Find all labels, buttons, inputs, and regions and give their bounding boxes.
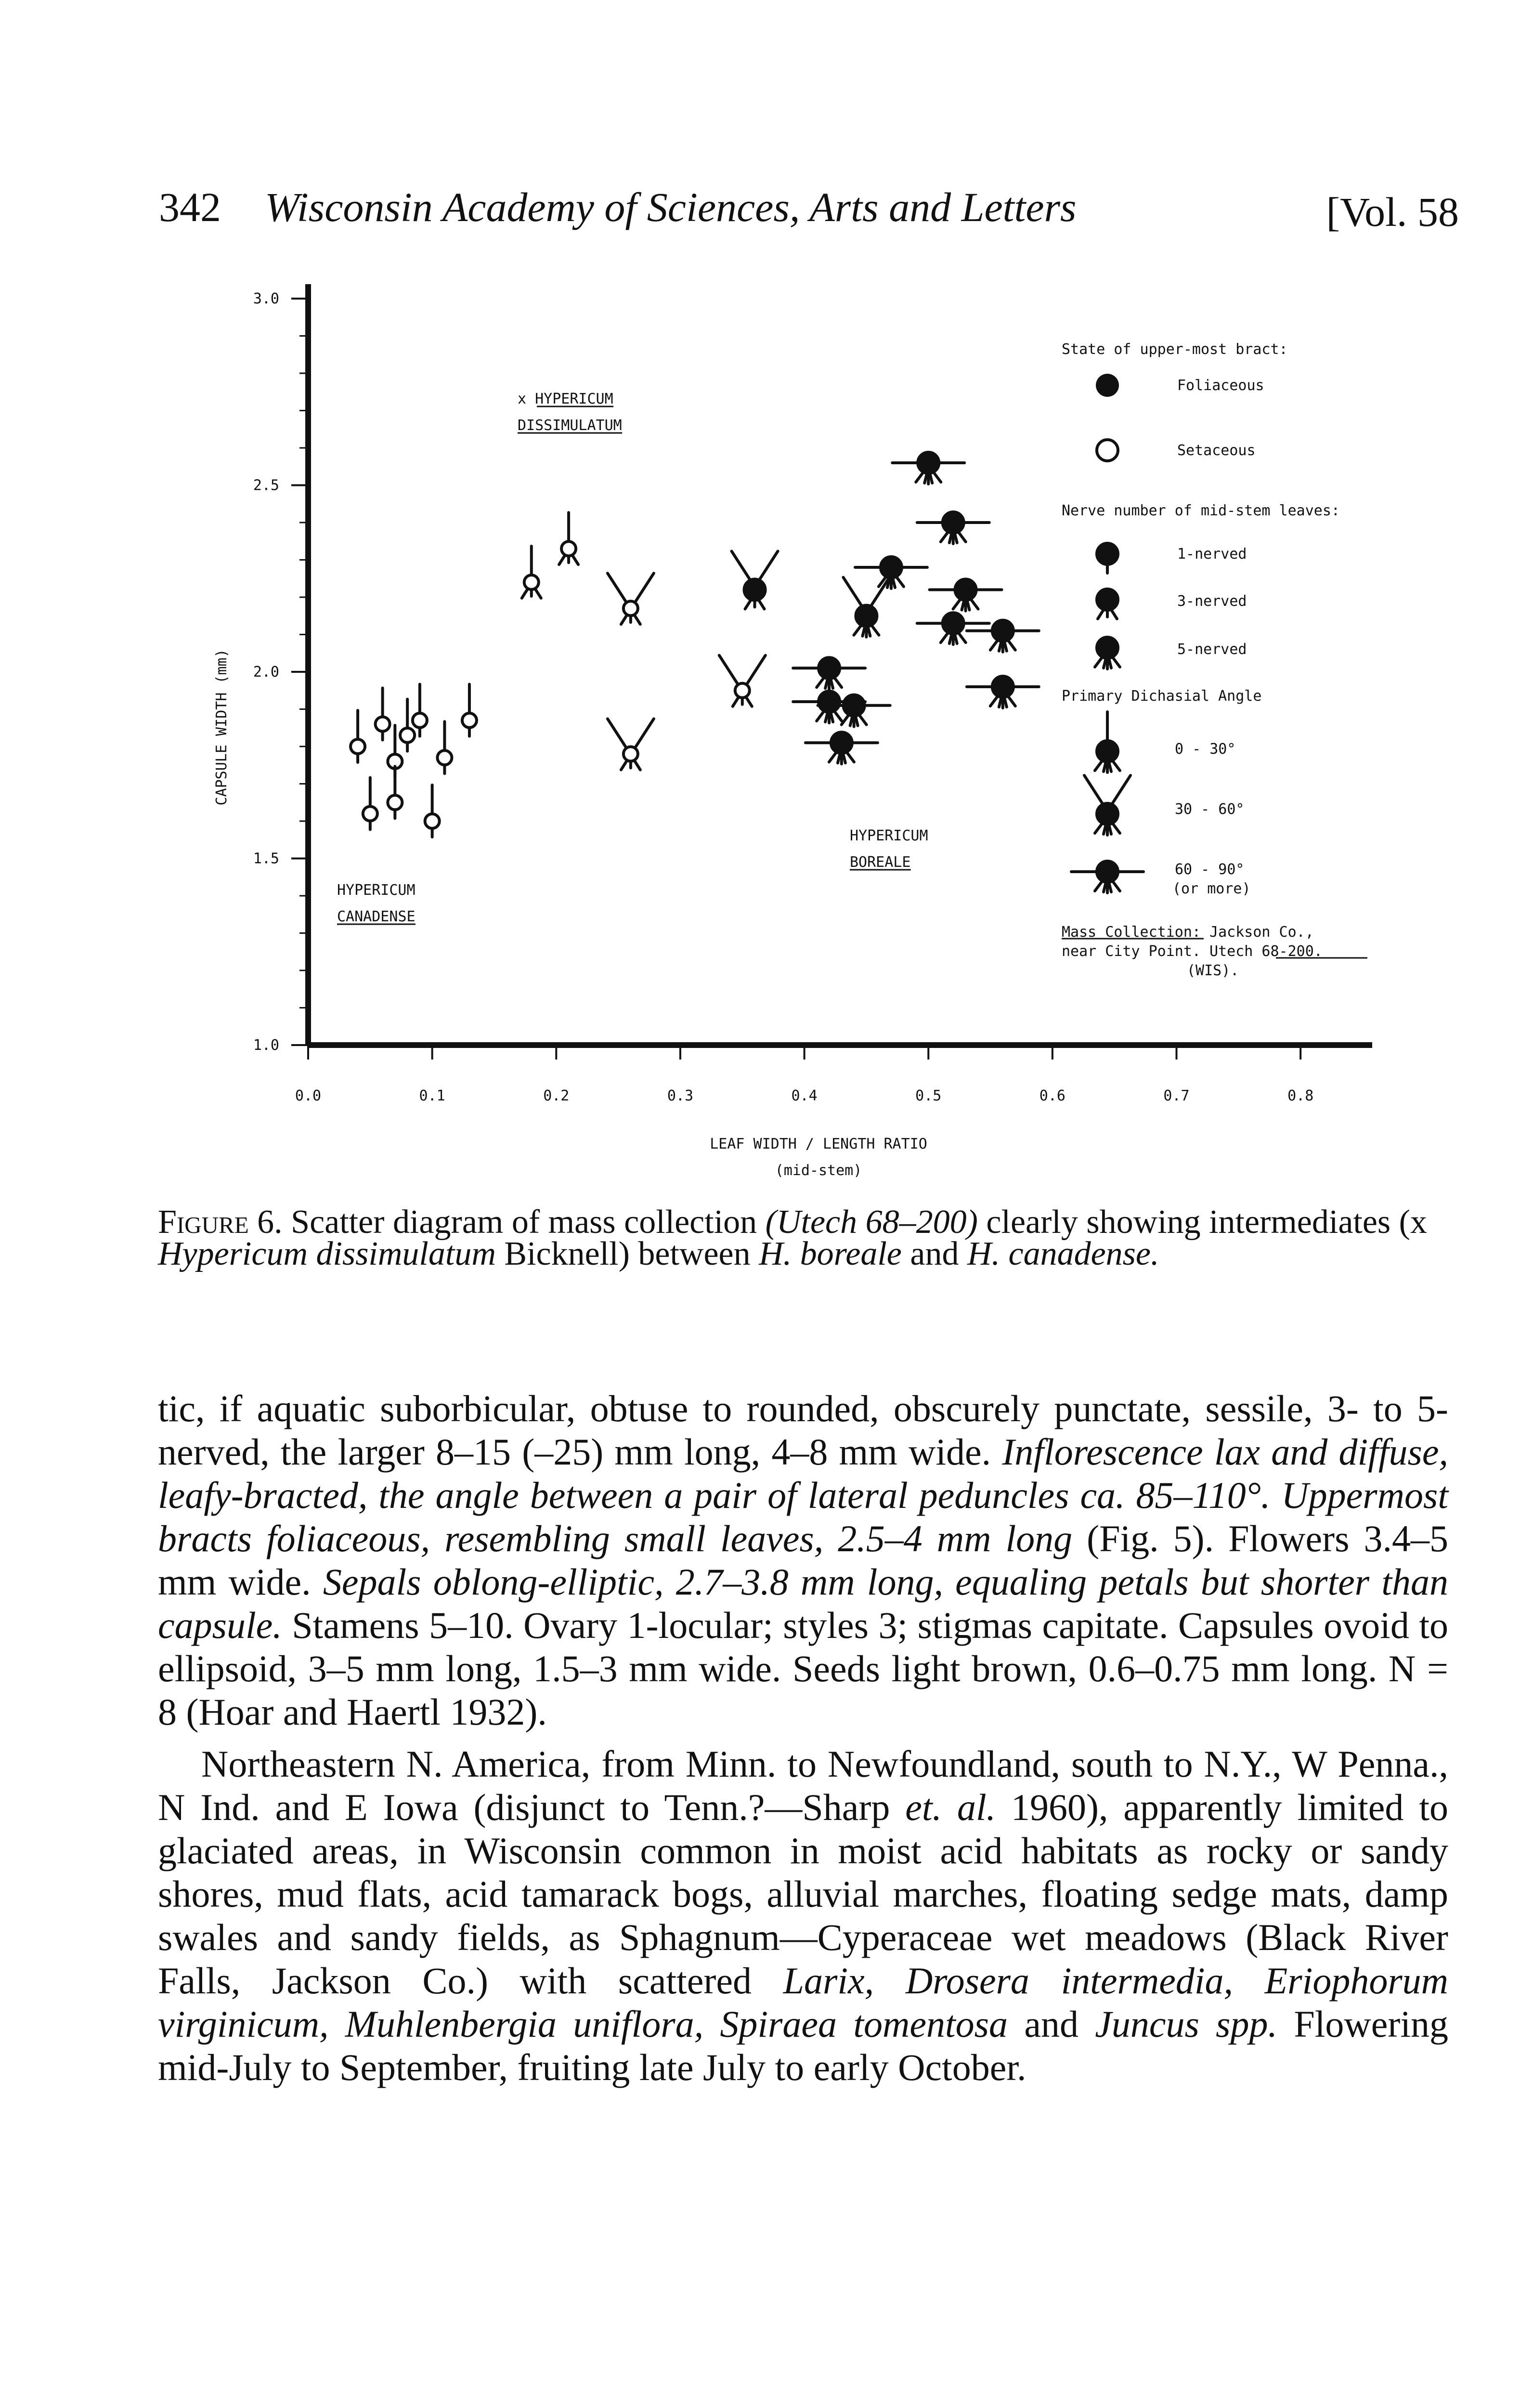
point-circle bbox=[462, 713, 477, 728]
legend bbox=[1062, 341, 1367, 979]
legend-1-nerved: 1-nerved bbox=[1177, 546, 1247, 563]
nerve-leg bbox=[862, 627, 865, 636]
data-point bbox=[413, 684, 427, 736]
nerve-leg bbox=[967, 601, 970, 610]
point-circle bbox=[1097, 543, 1118, 564]
legend-angle2-symbol bbox=[1084, 775, 1130, 835]
point-circle bbox=[1097, 803, 1118, 824]
data-point bbox=[855, 557, 927, 589]
nerve-leg bbox=[843, 753, 845, 763]
point-circle bbox=[992, 676, 1013, 697]
journal-title: Wisconsin Academy of Sciences, Arts and Letters bbox=[265, 184, 1077, 230]
group-label-line: BOREALE bbox=[850, 854, 911, 871]
nerve-leg bbox=[868, 627, 870, 636]
legend-angle-0-30: 0 - 30° bbox=[1175, 741, 1236, 758]
data-point bbox=[805, 732, 878, 764]
page-number: 342 bbox=[159, 184, 221, 230]
data-point bbox=[917, 512, 989, 544]
point-circle bbox=[1097, 741, 1118, 762]
data-point bbox=[917, 613, 989, 644]
data-point bbox=[892, 452, 964, 484]
nerve-leg bbox=[1109, 882, 1111, 892]
x-tick-label: 0.5 bbox=[915, 1087, 942, 1104]
nerve-leg bbox=[1004, 697, 1007, 707]
y-tick-label: 2.0 bbox=[253, 664, 279, 681]
nerve-leg bbox=[955, 533, 957, 543]
caption-species: H. canadense. bbox=[967, 1235, 1159, 1272]
y-tick-label: 1.0 bbox=[253, 1037, 279, 1054]
caption-text: Scatter diagram of mass collection bbox=[282, 1204, 766, 1241]
point-circle bbox=[1097, 637, 1118, 658]
nerve-leg bbox=[1109, 658, 1111, 668]
data-point bbox=[967, 620, 1039, 652]
point-circle bbox=[735, 683, 750, 698]
point-circle bbox=[437, 750, 452, 765]
legend-nerve3-symbol bbox=[1097, 589, 1118, 619]
point-circle bbox=[363, 807, 377, 821]
text-run-italic: et. al. bbox=[905, 1786, 996, 1828]
data-point bbox=[608, 719, 654, 770]
arm-segment bbox=[759, 551, 778, 581]
caption-species: H. boreale bbox=[759, 1235, 902, 1272]
x-tick-label: 0.6 bbox=[1039, 1087, 1065, 1104]
nerve-leg bbox=[949, 634, 952, 643]
legend-setaceous: Setaceous bbox=[1177, 442, 1256, 459]
legend-bract-title: State of upper-most bract: bbox=[1062, 341, 1288, 358]
group-label-line: DISSIMULATUM bbox=[518, 417, 622, 434]
point-circle bbox=[400, 728, 415, 743]
caption-species: Hypericum dissimulatum bbox=[158, 1235, 496, 1272]
y-tick-label: 3.0 bbox=[253, 290, 279, 307]
legend-angle3-symbol bbox=[1071, 861, 1143, 893]
text-run: (Fig. 5). Flowers 3.4–5 mm wide. bbox=[158, 1518, 1448, 1603]
arm-segment bbox=[732, 551, 751, 581]
text-run: Flowering mid-July to September, fruiting late July to early October. bbox=[158, 2003, 1449, 2088]
arm-segment bbox=[719, 655, 739, 685]
nerve-leg bbox=[949, 533, 952, 543]
point-circle bbox=[561, 541, 576, 556]
point-circle bbox=[844, 695, 865, 716]
nerve-leg bbox=[850, 716, 853, 726]
arm-segment bbox=[1084, 775, 1104, 805]
nerve-leg bbox=[1109, 762, 1111, 772]
point-circle bbox=[425, 814, 440, 828]
point-circle bbox=[388, 795, 402, 810]
group-label-line: HYPERICUM bbox=[337, 882, 416, 899]
x-axis-label: LEAF WIDTH / LENGTH RATIO bbox=[710, 1136, 927, 1152]
paragraph bbox=[158, 1742, 1448, 2089]
legend-mass-herbarium: (WIS). bbox=[1187, 962, 1239, 979]
caption-label: Figure 6. bbox=[158, 1204, 283, 1241]
text-run-italic: Sepals oblong-elliptic, 2.7–3.8 mm long, equaling petals but shorter than capsule. bbox=[158, 1561, 1448, 1646]
legend-5-nerved: 5-nerved bbox=[1177, 641, 1247, 658]
point-circle bbox=[624, 601, 638, 615]
point-circle bbox=[943, 613, 964, 634]
caption-text: Bicknell) between bbox=[495, 1235, 759, 1272]
legend-nerve5-symbol bbox=[1095, 637, 1120, 669]
caption-text: clearly showing intermediates (x bbox=[977, 1204, 1427, 1241]
legend-angle-30-60: 30 - 60° bbox=[1175, 801, 1245, 818]
nerve-leg bbox=[955, 634, 957, 643]
legend-angle-title: Primary Dichasial Angle bbox=[1062, 688, 1262, 705]
legend-3-nerved: 3-nerved bbox=[1177, 593, 1247, 610]
text-run: and bbox=[1008, 2003, 1095, 2045]
legend-foliaceous-symbol bbox=[1096, 374, 1119, 397]
x-tick-label: 0.3 bbox=[667, 1087, 694, 1104]
paragraph bbox=[158, 1387, 1448, 1734]
text-run-italic: Larix, Drosera intermedia, Eriophorum virginicum, Muhlenbergia uniflora, Spiraea tomentosa bbox=[158, 1960, 1449, 2045]
group-label-line: CANADENSE bbox=[337, 908, 416, 925]
point-circle bbox=[955, 579, 976, 601]
point-circle bbox=[992, 620, 1013, 641]
arm-segment bbox=[608, 719, 627, 749]
nerve-leg bbox=[924, 473, 927, 483]
nerve-leg bbox=[1109, 824, 1111, 834]
y-axis-label: CAPSULE WIDTH (mm) bbox=[213, 649, 230, 806]
legend-angle1-symbol bbox=[1095, 712, 1120, 772]
nerve-leg bbox=[893, 578, 895, 588]
x-tick-label: 0.7 bbox=[1163, 1087, 1190, 1104]
arm-segment bbox=[870, 577, 889, 607]
x-tick-label: 0.0 bbox=[295, 1087, 322, 1104]
point-circle bbox=[918, 452, 939, 473]
legend-setaceous-symbol bbox=[1097, 440, 1118, 461]
arm-segment bbox=[746, 655, 766, 685]
arm-segment bbox=[635, 719, 654, 749]
nerve-leg bbox=[825, 679, 828, 688]
nerve-leg bbox=[831, 712, 833, 722]
legend-mass-location: near City Point. Utech 68-200. bbox=[1062, 943, 1323, 960]
nerve-leg bbox=[831, 679, 833, 688]
nerve-leg bbox=[838, 753, 840, 763]
data-points bbox=[351, 452, 1039, 837]
arm-segment bbox=[1111, 775, 1130, 805]
data-point bbox=[437, 721, 452, 773]
text-run-italic: Inflorescence lax and diffuse, leafy-bracted, the angle between a pair of lateral peduncles ca. 85–110°. Uppermost bracts foliaceous, resembling small leaves, 2.5–4 mm long bbox=[158, 1431, 1448, 1559]
point-circle bbox=[351, 739, 365, 754]
data-point bbox=[425, 785, 440, 837]
legend-mass-collection: Mass Collection: Jackson Co., bbox=[1062, 924, 1314, 941]
legend-angle-or-more: (or more) bbox=[1172, 880, 1251, 897]
data-point bbox=[400, 699, 415, 751]
text-run: Stamens 5–10. Ovary 1-locular; styles 3; stigmas capitate. Capsules ovoid to ellipsoid, 3–5 mm long, 1.5–3 mm wide. Seeds light brown, 0.6–0.75 mm long. N = 8 (Hoar and Haertl 1932). bbox=[158, 1604, 1448, 1733]
group-labels bbox=[337, 391, 928, 925]
body-text bbox=[158, 1387, 1448, 2089]
point-circle bbox=[524, 575, 539, 589]
nerve-leg bbox=[999, 641, 1001, 651]
point-circle bbox=[1097, 861, 1118, 882]
data-point bbox=[559, 512, 578, 564]
text-run-italic: Juncus spp. bbox=[1095, 2003, 1278, 2045]
text-run: Northeastern N. America, from Minn. to Newfoundland, south to N.Y., W Penna., N Ind. and E Iowa (disjunct to Tenn.?—Sharp bbox=[158, 1743, 1448, 1828]
arm-segment bbox=[608, 573, 627, 603]
legend-nerve1-symbol bbox=[1097, 543, 1118, 573]
nerve-leg bbox=[1104, 882, 1106, 892]
x-tick-label: 0.2 bbox=[543, 1087, 570, 1104]
figure-caption bbox=[158, 1206, 1448, 1270]
point-circle bbox=[818, 691, 840, 712]
group-label-line: x HYPERICUM bbox=[518, 391, 613, 407]
nerve-leg bbox=[1104, 658, 1106, 668]
group-label-line: HYPERICUM bbox=[850, 827, 928, 844]
nerve-leg bbox=[1004, 641, 1007, 651]
point-circle bbox=[856, 605, 877, 627]
legend-symbols bbox=[1071, 374, 1143, 893]
point-circle bbox=[943, 512, 964, 533]
x-axis-sublabel: (mid-stem) bbox=[775, 1162, 862, 1179]
data-point bbox=[376, 688, 390, 740]
nerve-leg bbox=[1104, 762, 1106, 772]
data-point bbox=[967, 676, 1039, 708]
point-circle bbox=[1097, 589, 1118, 610]
legend-nerve-title: Nerve number of mid-stem leaves: bbox=[1062, 502, 1340, 519]
x-tick-label: 0.4 bbox=[791, 1087, 818, 1104]
x-tick-label: 0.8 bbox=[1287, 1087, 1314, 1104]
data-point bbox=[608, 573, 654, 624]
data-point bbox=[388, 766, 402, 818]
nerve-leg bbox=[962, 601, 964, 610]
data-point bbox=[793, 657, 865, 689]
point-circle bbox=[624, 747, 638, 761]
arm-segment bbox=[635, 573, 654, 603]
caption-text: and bbox=[901, 1235, 967, 1272]
arm-segment bbox=[843, 577, 862, 607]
caption-citation: (Utech 68–200) bbox=[765, 1204, 978, 1241]
point-circle bbox=[831, 732, 852, 753]
nerve-leg bbox=[999, 697, 1001, 707]
data-point bbox=[522, 546, 541, 598]
legend-foliaceous: Foliaceous bbox=[1177, 377, 1264, 394]
legend-angle-60-90: 60 - 90° bbox=[1175, 861, 1245, 878]
volume-label: [Vol. 58 bbox=[1326, 189, 1459, 235]
y-tick-label: 1.5 bbox=[253, 850, 279, 867]
point-circle bbox=[818, 657, 840, 679]
data-point bbox=[462, 684, 477, 736]
nerve-leg bbox=[930, 473, 932, 483]
text-run: tic, if aquatic suborbicular, obtuse to rounded, obscurely punctate, sessile, 3- to 5-nerved, the larger 8–15 (–25) mm long, 4–8 mm wide. bbox=[158, 1387, 1448, 1473]
point-circle bbox=[376, 717, 390, 732]
data-point bbox=[930, 579, 1002, 611]
data-point bbox=[732, 551, 778, 609]
nerve-leg bbox=[1104, 824, 1106, 834]
nerve-leg bbox=[856, 716, 858, 726]
x-tick-label: 0.1 bbox=[419, 1087, 445, 1104]
point-circle bbox=[881, 557, 902, 578]
y-tick-label: 2.5 bbox=[253, 477, 279, 494]
data-point bbox=[843, 577, 889, 637]
point-circle bbox=[413, 713, 427, 728]
point-circle bbox=[744, 579, 766, 601]
data-point bbox=[351, 710, 365, 762]
text-run: 1960), apparently limited to glaciated areas, in Wisconsin common in moist acid habitats as rocky or sandy shores, mud flats, acid tamarack bogs, alluvial marches, floating sedge mats, damp swales and sandy fields, as Sphagnum—Cyperaceae wet meadows (Black River Falls, Jackson Co.) with scattered bbox=[158, 1786, 1448, 2002]
data-point bbox=[719, 655, 766, 707]
nerve-leg bbox=[825, 712, 828, 722]
data-point bbox=[363, 778, 377, 830]
